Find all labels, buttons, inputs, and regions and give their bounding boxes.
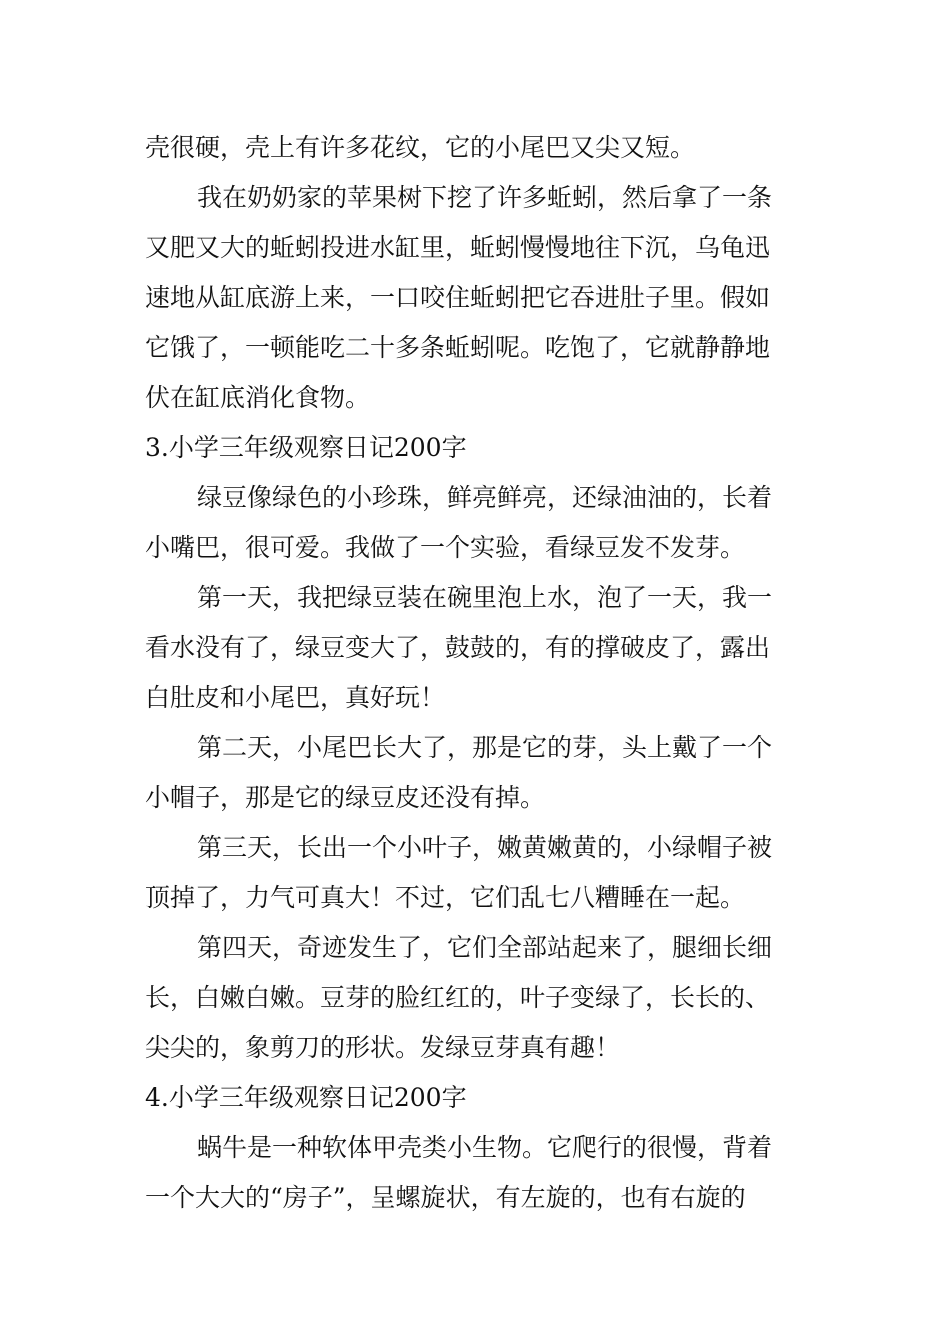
paragraph-start-line: 蜗牛是一种软体甲壳类小生物。它爬行的很慢，背着: [197, 1133, 773, 1162]
text-line: 白肚皮和小尾巴，真好玩！: [145, 683, 446, 712]
text-line: 一个大大的“房子”，呈螺旋状，有左旋的，也有右旋的: [145, 1183, 746, 1212]
text-line: 又肥又大的蚯蚓投进水缸里，蚯蚓慢慢地往下沉，乌龟迅: [145, 233, 771, 262]
text-line: 伏在缸底消化食物。: [145, 383, 371, 412]
text-line: 尖尖的，象剪刀的形状。发绿豆芽真有趣！: [145, 1033, 621, 1062]
text-line: 小帽子，那是它的绿豆皮还没有掉。: [145, 783, 546, 812]
paragraph-start-line: 第四天，奇迹发生了，它们全部站起来了，腿细长细: [197, 933, 773, 962]
paragraph-start-line: 第三天，长出一个小叶子，嫩黄嫩黄的，小绿帽子被: [197, 833, 773, 862]
text-line: 速地从缸底游上来，一口咬住蚯蚓把它吞进肚子里。假如: [145, 283, 771, 312]
text-line: 看水没有了，绿豆变大了，鼓鼓的，有的撑破皮了，露出: [145, 633, 771, 662]
text-line: 小嘴巴，很可爱。我做了一个实验，看绿豆发不发芽。: [145, 533, 746, 562]
paragraph-start-line: 第二天，小尾巴长大了，那是它的芽，头上戴了一个: [197, 733, 773, 762]
paragraph-start-line: 我在奶奶家的苹果树下挖了许多蚯蚓，然后拿了一条: [197, 183, 773, 212]
text-line: 它饿了，一顿能吃二十多条蚯蚓呢。吃饱了，它就静静地: [145, 333, 771, 362]
section-heading: 4.小学三年级观察日记200字: [145, 1083, 467, 1112]
text-line: 顶掉了，力气可真大！不过，它们乱七八糟睡在一起。: [145, 883, 746, 912]
paragraph-start-line: 第一天，我把绿豆装在碗里泡上水，泡了一天，我一: [197, 583, 773, 612]
text-line: 长，白嫩白嫩。豆芽的脸红红的，叶子变绿了，长长的、: [145, 983, 771, 1012]
text-line: 壳很硬，壳上有许多花纹，它的小尾巴又尖又短。: [145, 133, 696, 162]
section-heading: 3.小学三年级观察日记200字: [145, 433, 467, 462]
paragraph-start-line: 绿豆像绿色的小珍珠，鲜亮鲜亮，还绿油油的，长着: [197, 483, 773, 512]
